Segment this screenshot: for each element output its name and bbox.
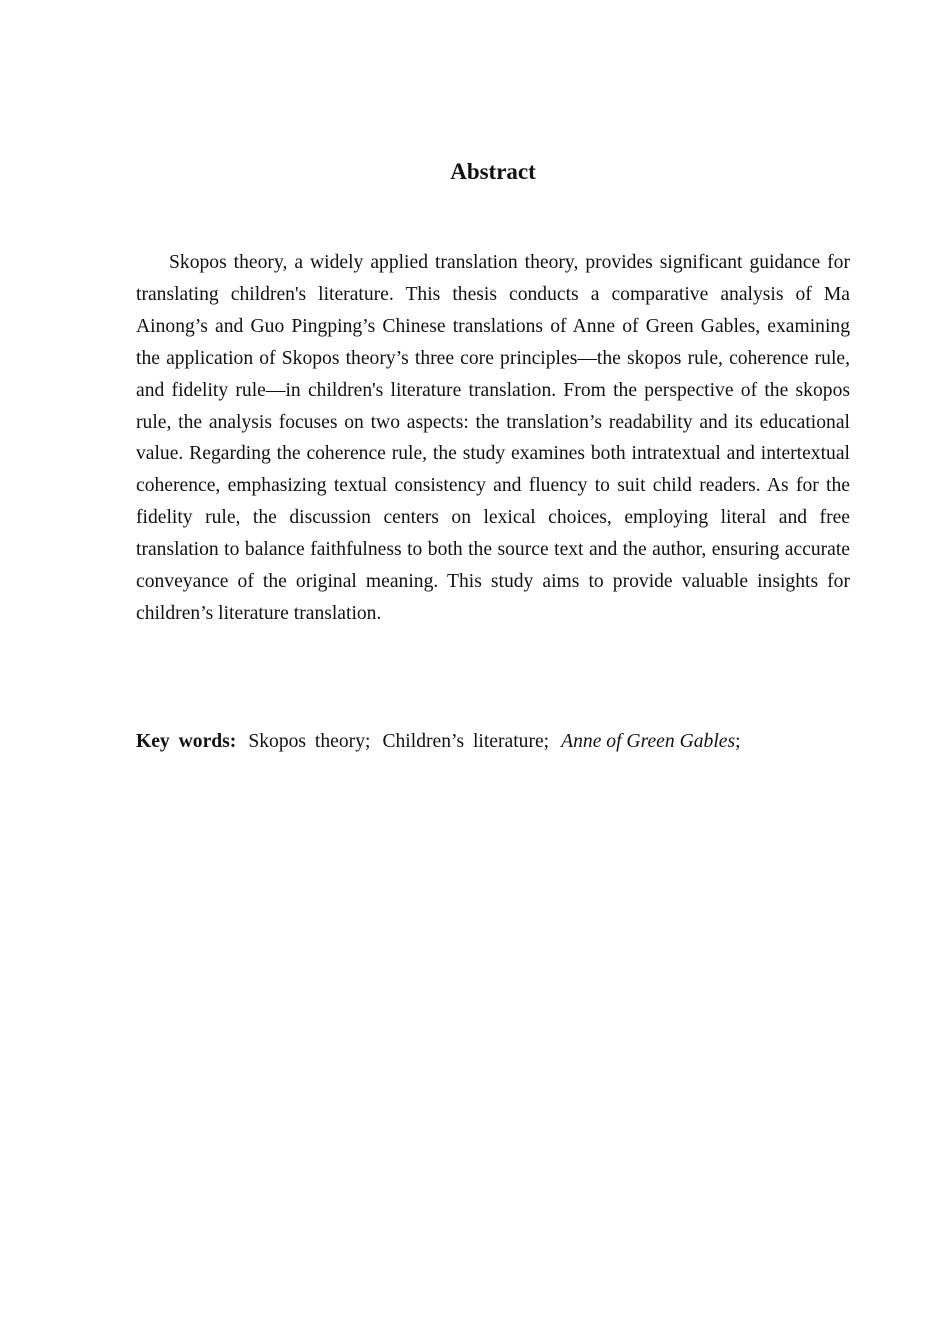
keywords-label: Key words:: [136, 731, 237, 752]
abstract-title: Abstract: [450, 159, 536, 184]
keyword-skopos-theory: Skopos theory;: [248, 731, 371, 752]
keyword-punctuation: ;: [735, 731, 741, 752]
abstract-text: Skopos theory, a widely applied translation theory, provides significant guidance for translating children's literature. This thesis conducts a comparative analysis of Ma Ainong’s and Guo Pingping’s Chinese translations of Anne of Green Gables, examining the application of Skopos theory’s three core principles—the skopos rule, coherence rule, and fidelity rule—in children's literature translation. From the perspective of the skopos rule, the analysis focuses on two aspects: the translation’s readability and its educational value. Regarding the coherence rule, the study examines both intratextual and intertextual coherence, emphasizing textual consistency and fluency to suit child readers. As for the fidelity rule, the discussion centers on lexical choices, employing literal and free translation to balance faithfulness to both the source text and the author, ensuring accurate conveyance of the original meaning. This study aims to provide valuable insights for children’s literature translation.: [136, 252, 850, 624]
abstract-paragraph: [136, 247, 850, 630]
keyword-anne-of-green-gables: Anne of Green Gables: [561, 731, 736, 752]
keywords-line: [136, 726, 850, 758]
keyword-childrens-literature: Children’s literature;: [382, 731, 550, 752]
